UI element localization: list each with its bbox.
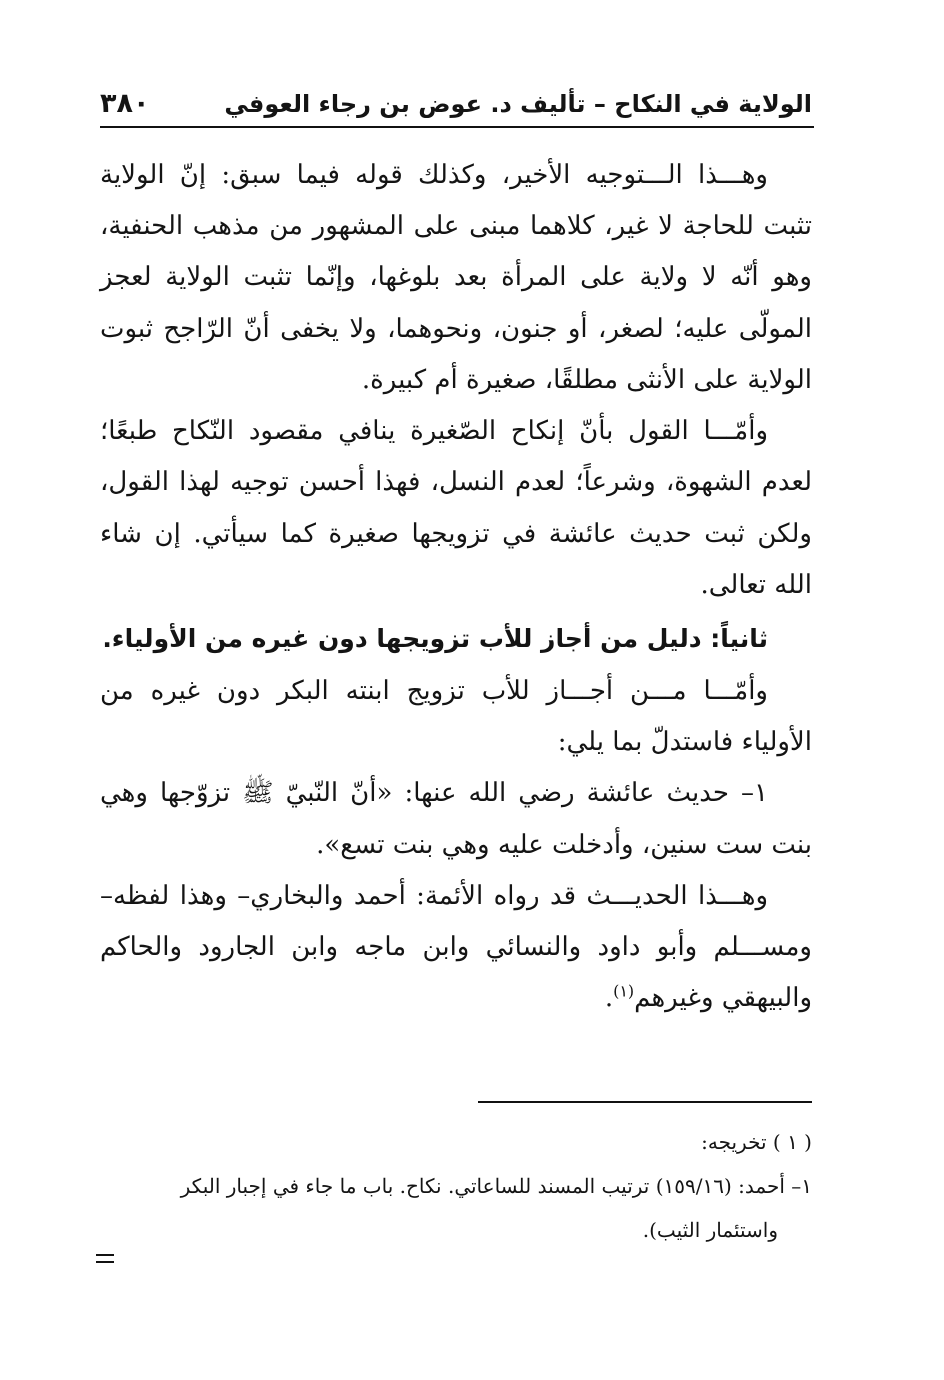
footnote-line-1: ١– أحمد: (١٥٩/١٦) ترتيب المسند للساعاتي. نكاح. باب ما جاء في إجبار البكر xyxy=(180,1174,812,1198)
footnote-rule xyxy=(478,1101,812,1103)
section-heading: ثانياً: دليل من أجاز للأب تزويجها دون غيره من الأولياء. xyxy=(102,623,768,653)
header-rule xyxy=(100,126,814,128)
main-text xyxy=(100,150,812,1025)
running-title: الولاية في النكاح – تأليف د. عوض بن رجاء العوفي xyxy=(224,90,812,118)
footnote-marker: (١) xyxy=(613,981,635,1001)
paragraph-2: وأمّـــا القول بأنّ إنكاح الصّغيرة ينافي مقصود النّكاح طبعًا؛ لعدم الشهوة، وشرعاً؛ لعدم النسل، فهذا أحسن توجيه لهذا القول، ولكن ثبت حديث عائشة في تزويجها صغيرة كما سيأتي. إن شاء الله تعالى. xyxy=(100,416,812,600)
paragraph-5-text: وهـــذا الحديـــث قد رواه الأئمة: أحمد والبخاري– وهذا لفظه– ومســـلم وأبو داود والنسائي وابن ماجه وابن الجارود والحاكم والبيهقي وغيرهم xyxy=(100,880,812,1014)
paragraph-1: وهـــذا الـــتوجيه الأخير، وكذلك قوله فيما سبق: إنّ الولاية تثبت للحاجة لا غير، كلاهما مبنى على المشهور من مذهب الحنفية، وهو أنّه لا ولاية على المرأة بعد بلوغها، وإنّما تثبت الولاية لعجز المولّى عليه؛ لصغر، أو جنون، ونحوهما، ولا يخفى أنّ الرّاجح ثبوت الولاية على الأنثى مطلقًا، صغيرة أم كبيرة. xyxy=(100,160,812,395)
paragraph-5 xyxy=(100,871,812,1025)
footnote-line-2: واستئمار الثيب). xyxy=(642,1218,778,1242)
paragraph-3: وأمّـــا مـــن أجـــاز للأب تزويج ابنته البكر دون غيره من الأولياء فاستدلّ بما يلي: xyxy=(100,675,812,758)
page-number: ٣٨٠ xyxy=(100,88,150,119)
paragraph-5-end: . xyxy=(604,983,614,1014)
footnotes xyxy=(130,1120,812,1252)
margin-mark xyxy=(96,1254,114,1268)
running-header xyxy=(100,82,812,128)
footnote-label: ( ١ ) تخريجه: xyxy=(701,1130,812,1154)
paragraph-4: ١– حديث عائشة رضي الله عنها: «أنّ النّبيّ ﷺ تزوّجها وهي بنت ست سنين، وأدخلت عليه وهي بنت تسع». xyxy=(100,778,812,860)
